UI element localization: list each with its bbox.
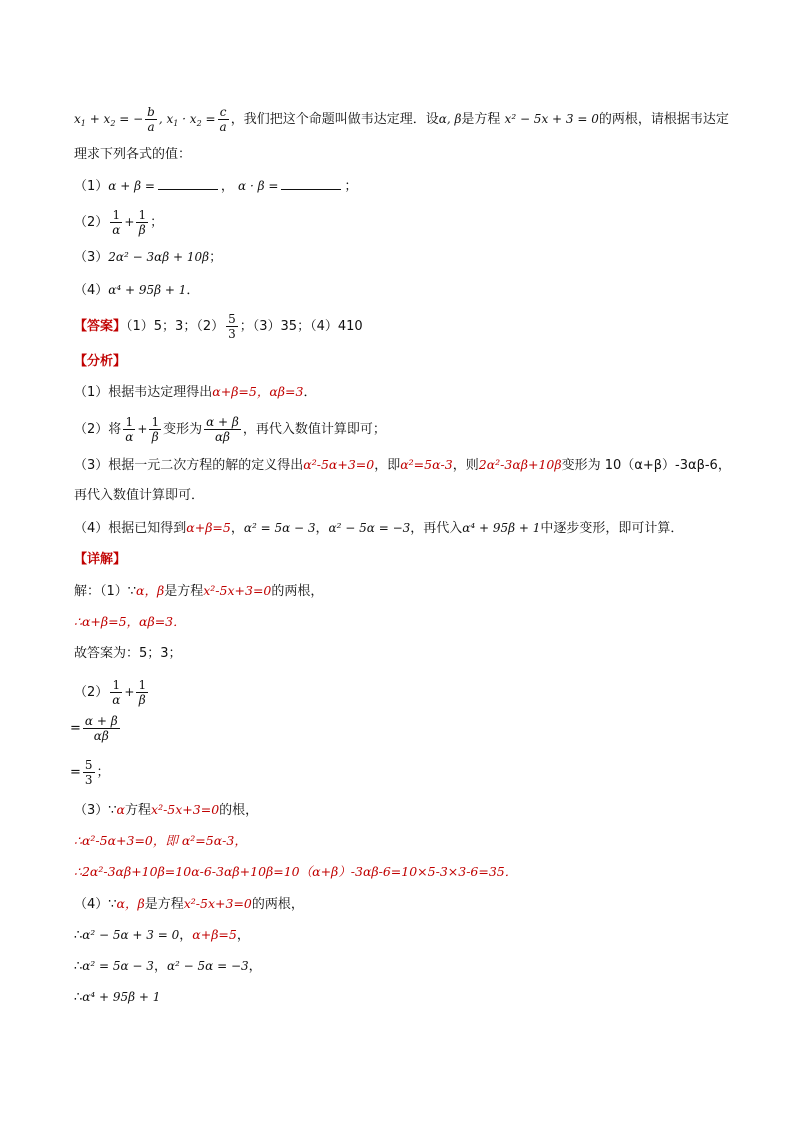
answer-blank[interactable] (281, 177, 341, 190)
analysis-line-3: （3）根据一元二次方程的解的定义得出α²-5α+3=0，即α²=5α-3，则2α²-3αβ+10β变形为 10（α+β）-3αβ-6， (74, 457, 731, 473)
detail-line-13: ∴α⁴ + 95β + 1 (74, 990, 161, 1005)
intro-line-1: $x_1 + x_2$ = − $\frac{b}{a}$ , $x_1 \cdot x_2$ = $\frac{c}{a}$ ，我们把这个命题叫做韦达定理．设α, β是方程 x² − 5x + 3 = 0的两根，请根据韦达定 (74, 105, 729, 134)
question-3: （3）2α² − 3αβ + 10β； (74, 250, 223, 265)
detail-line-4: （2） $\frac{1}{\alpha}$ + $\frac{1}{\beta}$ (74, 678, 147, 707)
intro-text-1: ，我们把这个命题叫做韦达定理．设 (230, 112, 439, 127)
analysis-tag: 【分析】 (74, 354, 127, 369)
detail-line-6: = $\frac{5}{3}$ ； (70, 758, 110, 787)
intro-text-2: 是方程 (461, 112, 501, 127)
detail-line-2: ∴α+β=5，αβ=3． (74, 614, 186, 629)
detail-line-8: ∴α²-5α+3=0，即 α²=5α-3， (74, 833, 247, 848)
analysis-line-4: 再代入数值计算即可． (74, 488, 205, 503)
analysis-line-2: （2）将 $\frac{1}{\alpha}$ + $\frac{1}{\beta}$ 变形为 $\frac{\alpha + \beta}{\alpha\beta}$ ，再代入数值计算即可； (74, 415, 386, 444)
detail-line-3: 故答案为：5；3； (74, 646, 182, 661)
detail-line-5: = $\frac{\alpha + \beta}{\alpha\beta}$ (70, 714, 118, 743)
answer-blank[interactable] (158, 177, 218, 190)
question-2: （2） $\frac{1}{\alpha}$ + $\frac{1}{\beta}$ ； (74, 208, 164, 237)
question-4: （4）α⁴ + 95β + 1． (74, 283, 200, 298)
intro-text-3: 的两根，请根据韦达定 (598, 112, 729, 127)
answer-line: 【答案】（1）5；3；（2） $\frac{5}{3}$ ；（3）35；（4）410 (74, 312, 363, 341)
detail-line-11: ∴α² − 5α + 3 = 0，α+β=5， (74, 927, 250, 943)
detail-line-10: （4）∵α，β是方程x²-5x+3=0的两根， (74, 896, 304, 912)
analysis-line-1: （1）根据韦达定理得出α+β=5，αβ=3． (74, 384, 317, 400)
question-1: （1）α + β = ， α · β = ； (74, 179, 358, 194)
answer-tag: 【答案】 (74, 319, 127, 334)
detail-line-1: 解：（1）∵α，β是方程x²-5x+3=0的两根， (74, 583, 324, 599)
detail-tag: 【详解】 (74, 552, 127, 567)
analysis-line-5: （4）根据已知得到α+β=5，α² = 5α − 3，α² − 5α = −3，再代入α⁴ + 95β + 1中逐步变形，即可计算． (74, 520, 684, 536)
detail-line-9: ∴2α²-3αβ+10β=10α-6-3αβ+10β=10（α+β）-3αβ-6=10×5-3×3-6=35． (74, 864, 518, 879)
intro-line-2: 理求下列各式的值： (74, 147, 192, 162)
detail-line-7: （3）∵α方程x²-5x+3=0的根， (74, 802, 259, 818)
detail-line-12: ∴α² = 5α − 3，α² − 5α = −3， (74, 959, 262, 974)
